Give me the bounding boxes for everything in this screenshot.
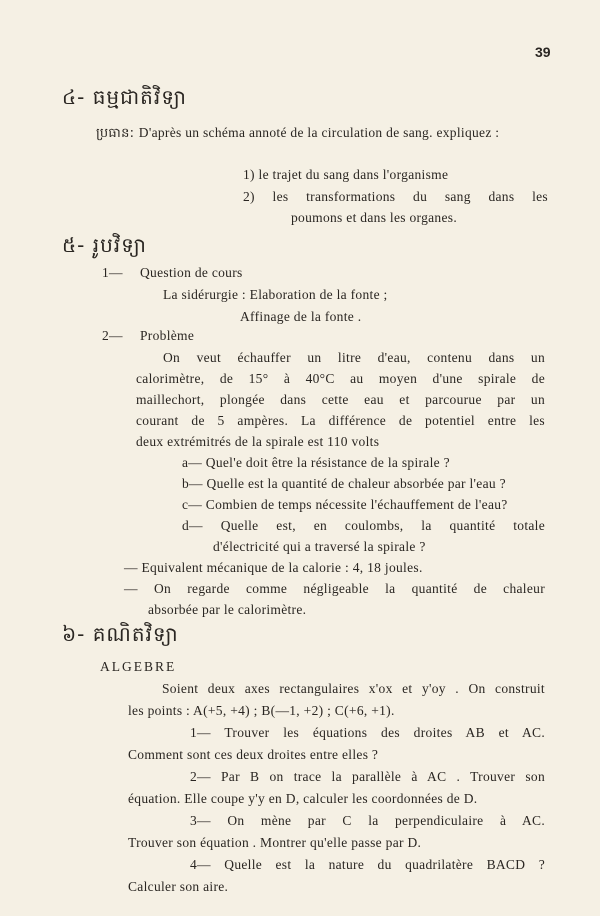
item-2: 2) les transformations du sang dans les <box>243 189 548 204</box>
sub-question-d: d— Quelle est, en coulombs, la quantité totale <box>182 518 545 533</box>
problem-line-2: calorimètre, de 15° à 40°C au moyen d'une spirale de <box>136 371 545 386</box>
q2-title: Problème <box>140 328 195 343</box>
q1-line-1: La sidérurgie : Elaboration de la fonte ; <box>163 287 388 302</box>
algebra-line-2: les points : A(+5, +4) ; B(—1, +2) ; C(+6, +1). <box>128 703 395 718</box>
algebre-title: ALGEBRE <box>100 659 177 674</box>
note-2-cont: absorbée par le calorimètre. <box>148 602 307 617</box>
section-6-heading: ៦- គណិតវិទ្យា <box>62 622 179 646</box>
q1-line-2: Affinage de la fonte . <box>240 309 362 324</box>
q2-number: 2— <box>102 328 123 343</box>
note-2: — On regarde comme négligeable la quantité de chaleur <box>124 581 545 596</box>
page-number: 39 <box>535 44 551 60</box>
algebra-line-6: équation. Elle coupe y'y en D, calculer les coordonnées de D. <box>128 791 478 806</box>
section-5-heading: ៥- រូបវិទ្យា <box>62 233 147 257</box>
item-2-cont: poumons et dans les organes. <box>291 210 458 225</box>
prompt-label: ប្រធាន: <box>96 126 139 141</box>
problem-line-1: On veut échauffer un litre d'eau, contenu dans un <box>163 350 545 365</box>
algebra-line-1: Soient deux axes rectangulaires x'ox et y'oy . On construit <box>162 681 545 696</box>
problem-line-5: deux extrémitrés de la spirale est 110 volts <box>136 434 380 449</box>
item-1: 1) le trajet du sang dans l'organisme <box>243 167 449 182</box>
algebra-line-10: Calculer son aire. <box>128 879 229 894</box>
section-4-heading: ៤- ធម្មជាតិវិទ្យា <box>62 85 187 109</box>
algebra-line-5: 2— Par B on trace la parallèle à AC . Trouver son <box>190 769 545 784</box>
prompt-text: D'après un schéma annoté de la circulation de sang. expliquez : <box>138 125 500 140</box>
section-4-prompt <box>96 125 499 144</box>
algebra-line-8: Trouver son équation . Montrer qu'elle passe par D. <box>128 835 422 850</box>
note-1: — Equivalent mécanique de la calorie : 4, 18 joules. <box>124 560 423 575</box>
sub-question-d-cont: d'électricité qui a traversé la spirale ? <box>213 539 426 554</box>
algebra-line-3: 1— Trouver les équations des droites AB et AC. <box>190 725 545 740</box>
algebra-line-7: 3— On mène par C la perpendiculaire à AC. <box>190 813 545 828</box>
q1-title: Question de cours <box>140 265 243 280</box>
sub-question-b: b— Quelle est la quantité de chaleur absorbée par l'eau ? <box>182 476 506 491</box>
problem-line-4: courant de 5 ampères. La différence de potentiel entre les <box>136 413 545 428</box>
algebra-line-9: 4— Quelle est la nature du quadrilatère BACD ? <box>190 857 545 872</box>
sub-question-a: a— Quel'e doit être la résistance de la spirale ? <box>182 455 450 470</box>
q1-number: 1— <box>102 265 123 280</box>
sub-question-c: c— Combien de temps nécessite l'échauffement de l'eau? <box>182 497 508 512</box>
problem-line-3: maillechort, plongée dans cette eau et parcourue par un <box>136 392 545 407</box>
algebra-line-4: Comment sont ces deux droites entre elles ? <box>128 747 379 762</box>
